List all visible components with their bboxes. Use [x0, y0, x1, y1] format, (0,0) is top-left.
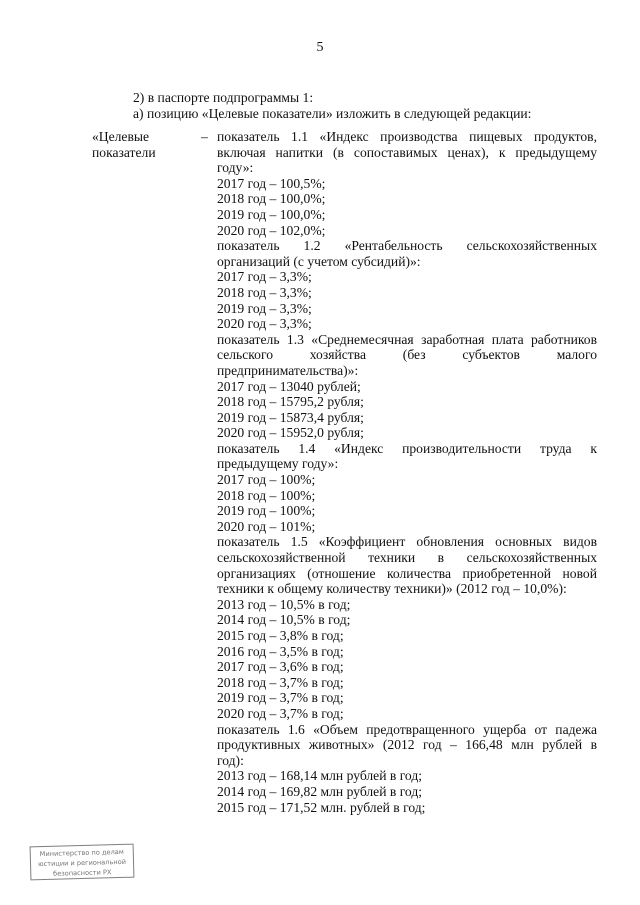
indicator-line: 2019 год – 3,7% в год;: [217, 690, 344, 706]
indicator-line: техники к общему количеству техники)» (2012 год – 10,0%):: [217, 581, 567, 597]
indicator-line: показатель 1.6 «Объем предотвращенного ущерба от падежа: [217, 721, 597, 737]
indicator-line: показатель 1.3 «Среднемесячная заработная плата работников: [217, 331, 597, 347]
indicator-line: 2018 год – 3,3%;: [217, 284, 312, 300]
ministry-stamp: [30, 844, 135, 881]
indicator-line: предыдущему году»:: [217, 456, 339, 472]
indicator-line: 2014 год – 10,5% в год;: [217, 612, 351, 628]
indicator-line: 2020 год – 102,0%;: [217, 222, 326, 238]
indicator-line: год):: [217, 752, 244, 768]
indicator-line: 2019 год – 100%;: [217, 503, 316, 519]
indicator-line: 2017 год – 13040 рублей;: [217, 378, 361, 394]
intro-line-1: 2) в паспорте подпрограммы 1:: [133, 90, 314, 105]
indicator-line: показатель 1.5 «Коэффициент обновления основных видов: [217, 534, 597, 550]
indicator-line: 2017 год – 100,5%;: [217, 175, 326, 191]
indicator-line: 2018 год – 100%;: [217, 487, 316, 503]
indicator-line: 2019 год – 3,3%;: [217, 300, 312, 316]
indicator-line: предпринимательства)»:: [217, 362, 359, 378]
indicator-line: 2020 год – 101%;: [217, 518, 316, 534]
label-line-1: «Целевые: [92, 129, 150, 144]
indicator-line: 2018 год – 15795,2 рубля;: [217, 394, 364, 410]
indicator-line: продуктивных животных» (2012 год – 166,48 млн рублей в: [217, 737, 597, 753]
stamp-line-3: безопасности РХ: [53, 868, 112, 878]
intro-line-2: а) позицию «Целевые показатели» изложить в следующей редакции:: [133, 106, 532, 121]
indicator-line: 2018 год – 3,7% в год;: [217, 674, 344, 690]
indicators-text: [217, 129, 597, 815]
indicator-line: 2020 год – 3,3%;: [217, 316, 312, 332]
indicator-line: 2020 год – 3,7% в год;: [217, 705, 344, 721]
indicator-line: 2014 год – 169,82 млн рублей в год;: [217, 783, 423, 799]
indicator-line: сельского хозяйства (без субъектов малого: [217, 347, 597, 363]
indicator-line: 2017 год – 3,6% в год;: [217, 659, 344, 675]
indicator-line: организациях (отношение количества приобретенной новой: [217, 565, 597, 581]
indicator-line: сельскохозяйственной техники в сельскохозяйственных: [217, 550, 597, 566]
indicator-line: показатель 1.4 «Индекс производительности труда к: [217, 440, 597, 456]
label-dash: –: [201, 129, 208, 144]
label-line-2: показатели: [92, 145, 156, 160]
stamp-line-1: Министерство по делам: [39, 847, 124, 859]
indicator-line: организаций (с учетом субсидий)»:: [217, 253, 421, 269]
indicator-line: показатель 1.2 «Рентабельность сельскохозяйственных: [217, 238, 597, 254]
indicator-line: 2017 год – 100%;: [217, 472, 316, 488]
indicator-line: 2019 год – 100,0%;: [217, 206, 326, 222]
indicator-line: 2019 год – 15873,4 рубля;: [217, 409, 364, 425]
indicator-line: 2015 год – 171,52 млн. рублей в год;: [217, 799, 426, 815]
indicator-line: 2013 год – 168,14 млн рублей в год;: [217, 768, 423, 784]
indicator-line: 2013 год – 10,5% в год;: [217, 596, 351, 612]
indicator-line: 2017 год – 3,3%;: [217, 269, 312, 285]
indicator-line: 2016 год – 3,5% в год;: [217, 643, 344, 659]
indicator-line: 2020 год – 15952,0 рубля;: [217, 425, 364, 441]
indicator-line: 2015 год – 3,8% в год;: [217, 628, 344, 643]
indicator-line: включая напитки (в сопоставимых ценах), к предыдущему: [217, 144, 597, 160]
stamp-line-2: юстиции и региональной: [37, 857, 127, 869]
indicator-line: году»:: [217, 160, 254, 176]
indicator-line: 2018 год – 100,0%;: [217, 191, 326, 207]
page-number: 5: [316, 40, 324, 55]
label-column: [92, 129, 156, 161]
indicator-line: показатель 1.1 «Индекс производства пищевых продуктов,: [217, 129, 597, 144]
